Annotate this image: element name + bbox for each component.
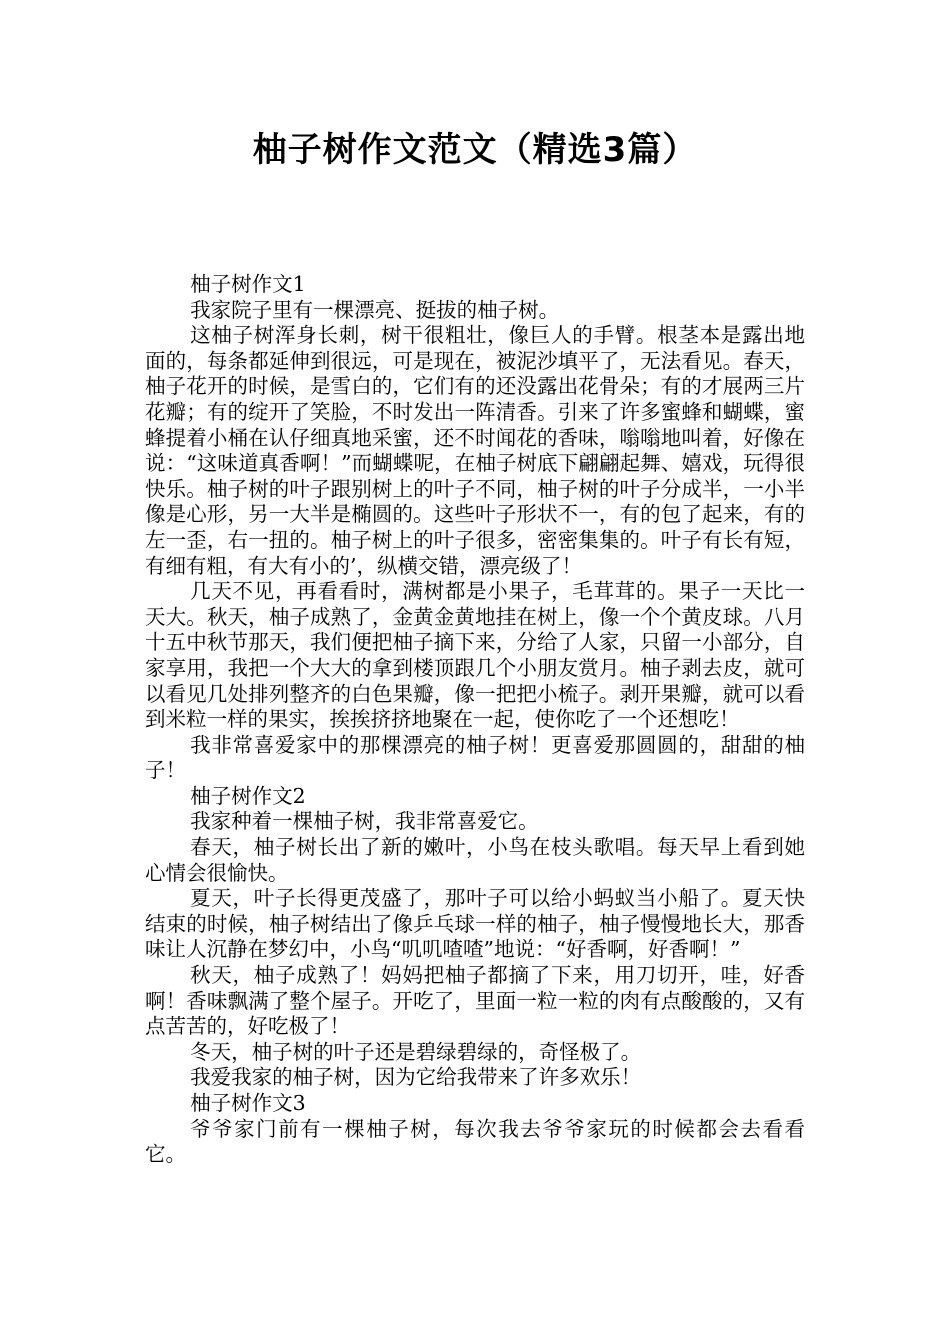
paragraph: 夏天，叶子长得更茂盛了，那叶子可以给小蚂蚁当小船了。夏天快结束的时候，柚子树结出了像乒乓球一样的柚子，柚子慢慢地长大，那香味让人沉静在梦幻中，小鸟“叽叽喳喳”地说：“好香啊，好香啊！” [145, 886, 805, 962]
section-heading: 柚子树作文2 [190, 783, 306, 808]
section-heading: 柚子树作文1 [190, 272, 306, 296]
paragraph: 冬天，柚子树的叶子还是碧绿碧绿的，奇怪极了。 [190, 1039, 642, 1064]
paragraph: 我爱我家的柚子树，因为它给我带来了许多欢乐！ [190, 1065, 642, 1090]
section-heading: 柚子树作文3 [190, 1091, 306, 1115]
paragraph: 爷爷家门前有一棵柚子树，每次我去爷爷家玩的时候都会去看看它。 [145, 1116, 805, 1167]
paragraph: 我非常喜爱家中的那棵漂亮的柚子树！更喜爱那圆圆的，甜甜的柚子！ [145, 732, 805, 783]
paragraph: 几天不见，再看看时，满树都是小果子，毛茸茸的。果子一天比一天大。秋天，柚子成熟了，金黄金黄地挂在树上，像一个个黄皮球。八月十五中秋节那天，我们便把柚子摘下来，分给了人家，只留一小部分，自家享用，我把一个大大的拿到楼顶跟几个小朋友赏月。柚子剥去皮，就可以看见几处排列整齐的白色果瓣，像一把把小梳子。剥开果瓣，就可以看到米粒一样的果实，挨挨挤挤地聚在一起，使你吃了一个还想吃！ [145, 579, 805, 732]
paragraph: 春天，柚子树长出了新的嫩叶，小鸟在枝头歌唱。每天早上看到她心情会很愉快。 [145, 835, 805, 885]
paragraph: 我家院子里有一棵漂亮、挺拔的柚子树。 [190, 297, 560, 322]
paragraph: 这柚子树浑身长刺，树干很粗壮，像巨人的手臂。根茎本是露出地面的，每条都延伸到很远，可是现在，被泥沙填平了，无法看见。春天，柚子花开的时候，是雪白的，它们有的还没露出花骨朵；有的才展两三片花瓣；有的绽开了笑脸，不时发出一阵清香。引来了许多蜜蜂和蝴蝶，蜜蜂提着小桶在认仔细真地采蜜，还不时闻花的香味，嗡嗡地叫着，好像在说：“这味道真香啊！”而蝴蝶呢，在柚子树底下翩翩起舞、嬉戏，玩得很快乐。柚子树的叶子跟别树上的叶子不同，柚子树的叶子分成半，一小半像是心形，另一大半是椭圆的。这些叶子形状不一，有的包了起来，有的左一歪，右一扭的。柚子树上的叶子很多，密密集集的。叶子有长有短，有细有粗，有大有小的’，纵横交错，漂亮级了！ [145, 323, 805, 578]
paragraph: 我家种着一棵柚子树，我非常喜爱它。 [190, 809, 539, 834]
document-title: 柚子树作文范文（精选3篇） [252, 130, 698, 170]
document-body [145, 272, 805, 1168]
paragraph: 秋天，柚子成熟了！妈妈把柚子都摘了下来，用刀切开，哇，好香啊！香味飘满了整个屋子。开吃了，里面一粒一粒的肉有点酸酸的，又有点苦苦的，好吃极了！ [145, 963, 805, 1039]
